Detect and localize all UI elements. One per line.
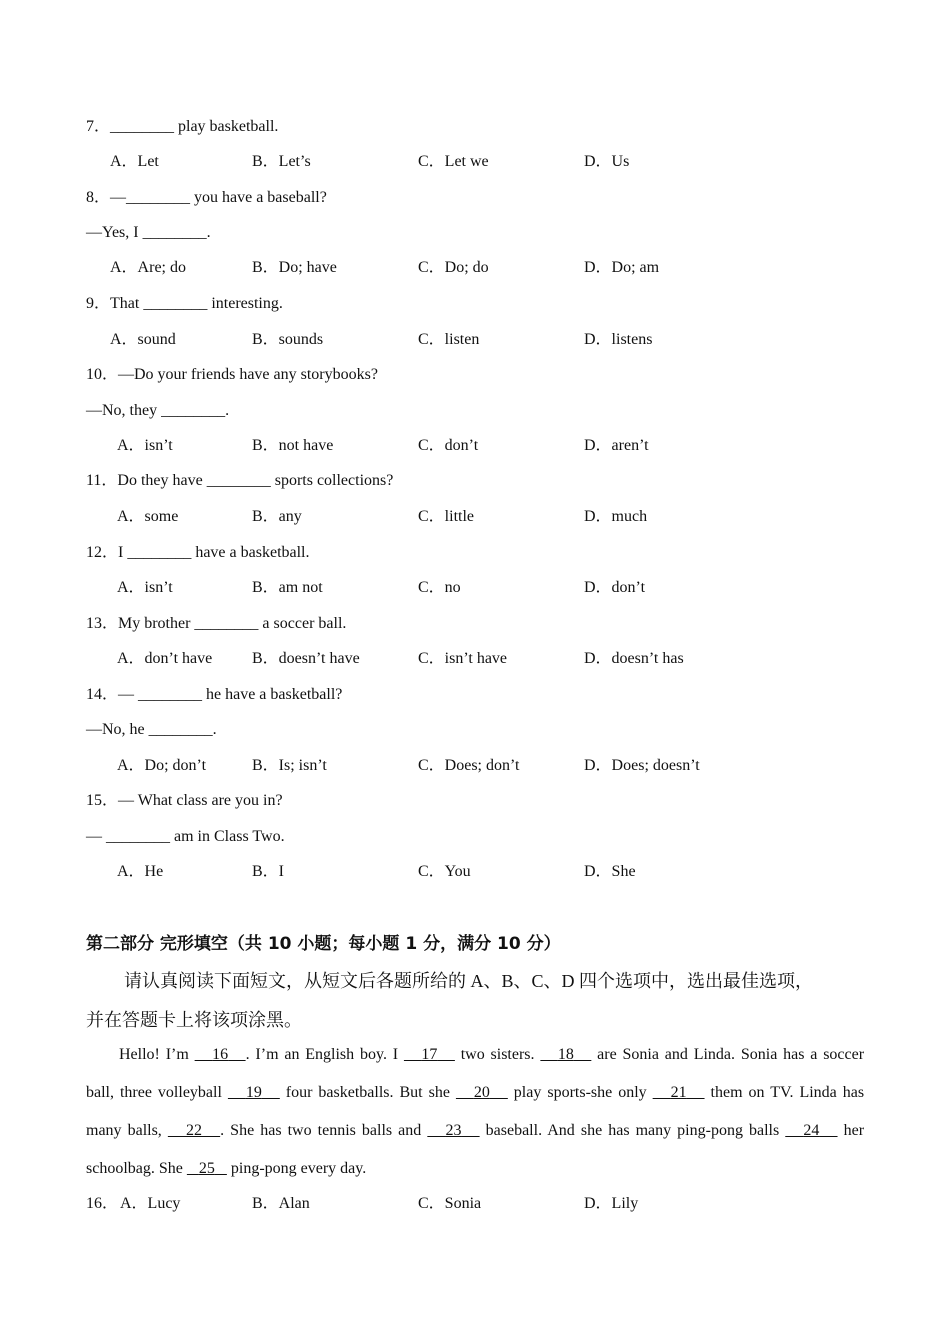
question-12-option-c: C．no <box>418 579 461 596</box>
question-14-option-d: D．Does; doesn’t <box>584 757 700 774</box>
question-8-stem: 8．—________ you have a baseball? <box>86 189 327 206</box>
question-9-option-c: C．listen <box>418 331 480 348</box>
question-8-option-c: C．Do; do <box>418 259 489 276</box>
blank-21: 21 <box>670 1084 687 1101</box>
question-9-option-b: B．sounds <box>252 331 324 348</box>
question-15-option-b: B．I <box>252 863 285 880</box>
question-8-options <box>0 258 950 278</box>
blank-24: 24 <box>803 1122 820 1139</box>
question-7-option-d: D．Us <box>584 153 630 170</box>
question-14-stem: 14．— ________ he have a basketball? <box>86 686 343 703</box>
question-16-option-c: C．Sonia <box>418 1195 482 1212</box>
question-14-options <box>0 756 950 776</box>
question-16-option-d: D．Lily <box>584 1195 639 1212</box>
blank-16: 16 <box>212 1046 229 1063</box>
question-15-option-c: C．You <box>418 863 471 880</box>
question-8-option-a: A．Are; do <box>110 259 186 276</box>
question-11-options <box>0 507 950 527</box>
question-13-option-b: B．doesn’t have <box>252 650 360 667</box>
question-10-options <box>0 436 950 456</box>
passage-line-4: schoolbag. She 25 ping-pong every day. <box>86 1160 367 1177</box>
question-12-option-b: B．am not <box>252 579 323 596</box>
question-16-number: 16． <box>86 1195 119 1212</box>
section-instructions-line-2: 并在答题卡上将该项涂黑。 <box>86 1010 302 1030</box>
question-16-option-a: A．Lucy <box>120 1195 181 1212</box>
question-8-option-d: D．Do; am <box>584 259 660 276</box>
question-13-option-a: A．don’t have <box>117 650 213 667</box>
section-instructions-line-1: 请认真阅读下面短文，从短文后各题所给的 A、B、C、D 四个选项中，选出最佳选项， <box>124 971 814 991</box>
passage-line-3: many balls, 22 . She has two tennis balls and 23 baseball. And she has many ping-pong balls 24 her <box>86 1122 865 1139</box>
question-9-stem: 9．That ________ interesting. <box>86 295 283 312</box>
question-12-stem: 12．I ________ have a basketball. <box>86 544 310 561</box>
question-8-option-b: B．Do; have <box>252 259 337 276</box>
blank-25: 25 <box>198 1160 215 1177</box>
question-10-stem: 10．—Do your friends have any storybooks? <box>86 366 378 383</box>
question-14-option-c: C．Does; don’t <box>418 757 520 774</box>
question-13-options <box>0 649 950 669</box>
question-7-options <box>0 152 950 172</box>
question-9-option-a: A．sound <box>110 331 176 348</box>
question-11-option-b: B．any <box>252 508 302 525</box>
passage-line-2: ball, three volleyball 19 four basketballs. But she 20 play sports-she only 21 them on TV. Linda has <box>86 1084 865 1101</box>
blank-17: 17 <box>421 1046 438 1063</box>
question-11-option-d: D．much <box>584 508 648 525</box>
question-13-option-d: D．doesn’t has <box>584 650 684 667</box>
question-10-option-c: C．don’t <box>418 437 479 454</box>
question-15-option-d: D．She <box>584 863 636 880</box>
question-13-stem: 13．My brother ________ a soccer ball. <box>86 615 347 632</box>
question-16-options <box>0 1194 950 1214</box>
blank-18: 18 <box>557 1046 574 1063</box>
question-15-options <box>0 862 950 882</box>
blank-19: 19 <box>245 1084 262 1101</box>
question-13-option-c: C．isn’t have <box>418 650 508 667</box>
question-11-stem: 11．Do they have ________ sports collections? <box>86 472 394 489</box>
question-15-answer-line: — ________ am in Class Two. <box>86 828 285 845</box>
question-7-option-c: C．Let we <box>418 153 489 170</box>
question-12-option-d: D．don’t <box>584 579 646 596</box>
blank-22: 22 <box>186 1122 202 1139</box>
question-9-option-d: D．listens <box>584 331 653 348</box>
question-10-option-b: B．not have <box>252 437 334 454</box>
blank-23: 23 <box>445 1122 462 1139</box>
question-10-option-a: A．isn’t <box>117 437 173 454</box>
question-16-option-b: B．Alan <box>252 1195 310 1212</box>
question-9-options <box>0 330 950 350</box>
question-12-options <box>0 578 950 598</box>
question-14-answer-line: —No, he ________. <box>86 721 217 738</box>
question-15-stem: 15．— What class are you in? <box>86 792 283 809</box>
question-14-option-a: A．Do; don’t <box>117 757 207 774</box>
question-7-option-a: A．Let <box>110 153 159 170</box>
question-10-option-d: D．aren’t <box>584 437 649 454</box>
question-7-stem: 7．________ play basketball. <box>86 118 279 135</box>
question-15-option-a: A．He <box>117 863 164 880</box>
blank-20: 20 <box>473 1084 490 1101</box>
question-11-option-c: C．little <box>418 508 475 525</box>
passage-line-1: Hello! I’m 16 . I’m an English boy. I 17 two sisters. 18 are Sonia and Linda. Sonia has a soccer <box>119 1046 865 1063</box>
question-12-option-a: A．isn’t <box>117 579 173 596</box>
question-7-option-b: B．Let’s <box>252 153 311 170</box>
question-11-option-a: A．some <box>117 508 179 525</box>
question-14-option-b: B．Is; isn’t <box>252 757 327 774</box>
section-heading: 第二部分 完形填空（共 10 小题；每小题 1 分，满分 10 分） <box>86 934 561 954</box>
question-8-answer-line: —Yes, I ________. <box>86 224 211 241</box>
question-10-answer-line: —No, they ________. <box>86 402 230 419</box>
